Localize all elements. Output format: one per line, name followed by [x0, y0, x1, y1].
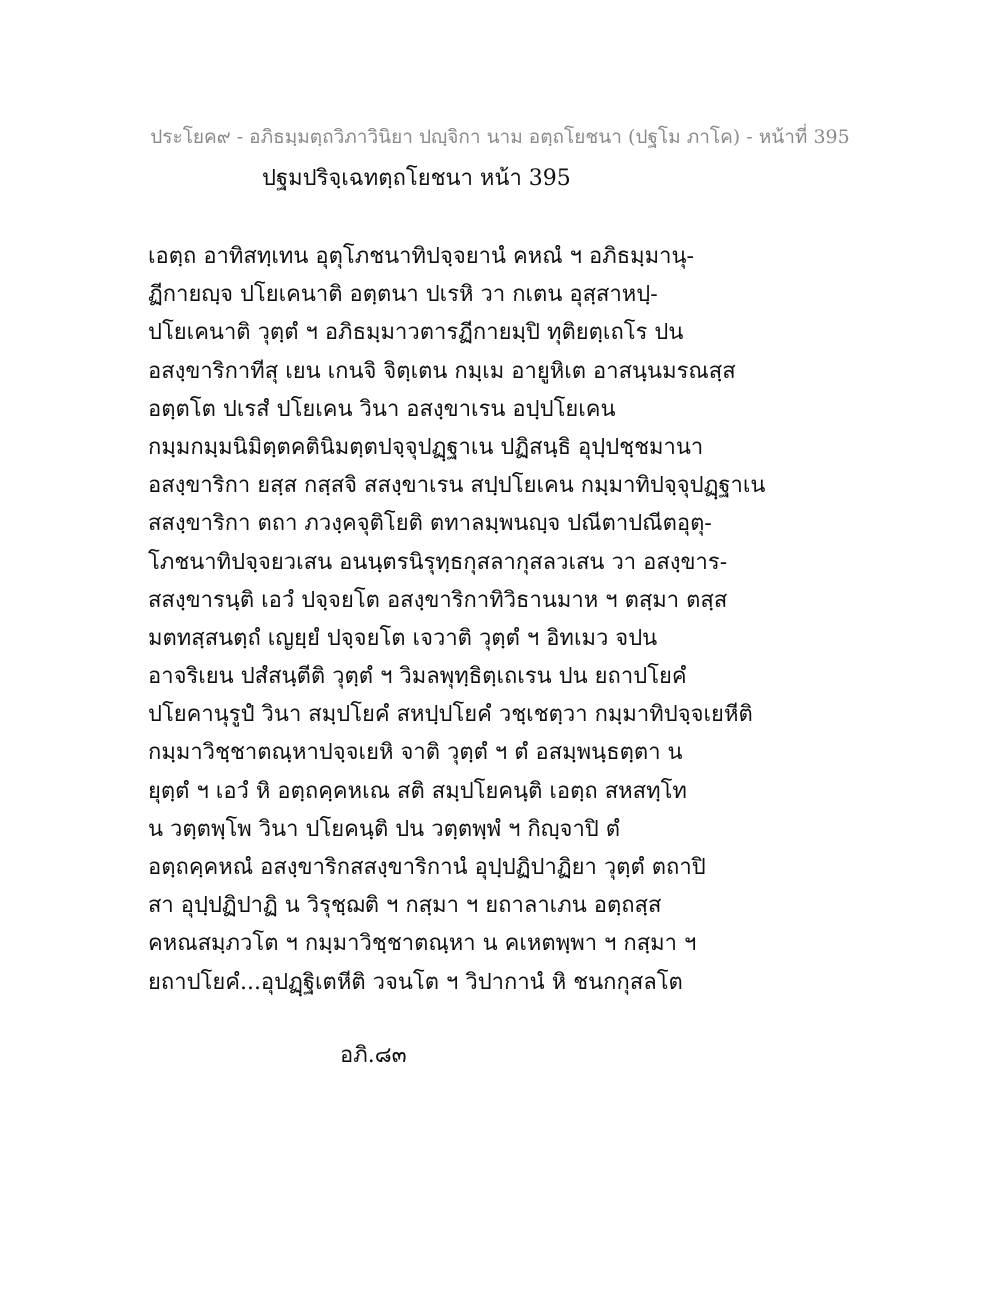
text-line: ยถาปโยคํ...อุปฏฺฐิเตหีติ วจนโต ฯ วิปากานํ หิ ชนกกุสลโต	[148, 969, 683, 995]
text-line: ยุตฺตํ ฯ เอวํ หิ อตฺถคฺคหเณ สติ สมฺปโยคนฺติ เอตฺถ สหสทฺโท	[148, 778, 687, 804]
page-marker: อภิ.๘๓	[340, 1043, 407, 1068]
text-line: โภชนาทิปจฺจยวเสน อนนฺตรนิรุทฺธกุสลากุสลวเสน วา อสงฺขาร-	[148, 549, 728, 575]
text-line: สสงฺขารนฺติ เอวํ ปจฺจยโต อสงฺขาริกาทิวิธานมาห ฯ ตสฺมา ตสฺส	[148, 587, 728, 613]
text-line: กมฺมาวิชฺชาตณฺหาปจฺจเยหิ จาติ วุตฺตํ ฯ ตํ อสมฺพนฺธตฺตา น	[148, 740, 683, 766]
section-title: ปฐมปริจฺเฉทตฺถโยชนา หน้า 395	[262, 166, 571, 191]
text-line: อตฺถคฺคหณํ อสงฺขาริกสสงฺขาริกานํ อุปฺปฏิปาฏิยา วุตฺตํ ตถาปิ	[148, 855, 706, 880]
text-line: มตทสฺสนตฺถํ เญยฺยํ ปจฺจยโต เจวาติ วุตฺตํ ฯ อิทเมว จปน	[148, 625, 658, 651]
text-line: อตฺตโต ปเรสํ ปโยเคน วินา อสงฺขาเรน อปฺปโยเคน	[148, 396, 616, 422]
text-line: ปโยเคนาติ วุตฺตํ ฯ อภิธมฺมาวตารฏีกายมฺปิ ทุติยตฺเถโร ปน	[148, 320, 684, 346]
text-line: อสงฺขาริกาทีสุ เยน เกนจิ จิตฺเตน กมฺเม อายูหิเต อาสนฺนมรณสฺส	[148, 358, 736, 384]
body-text	[148, 238, 868, 1002]
text-line: ฏีกายญฺจ ปโยเคนาติ อตฺตนา ปเรหิ วา กเตน อุสฺสาหปฺ-	[148, 282, 658, 308]
running-header: ประโยค๙ - อภิธมฺมตฺถวิภาวินิยา ปญฺจิกา นาม อตฺถโยชนา (ปฐโม ภาโค) - หน้าที่ 395	[150, 126, 850, 148]
text-line: เอตฺถ อาทิสทฺเทน อุตุโภชนาทิปจฺจยานํ คหณํ ฯ อภิธมฺมานุ-	[148, 244, 694, 269]
text-line: สสงฺขาริกา ตถา ภวงฺคจุติโยติ ตทาลมฺพนญฺจ ปณีตาปณีตอุตุ-	[148, 511, 712, 537]
text-line: ปโยคานุรูปํ วินา สมฺปโยคํ สหปฺปโยคํ วชฺเชตฺวา กมฺมาทิปจฺจเยหีติ	[148, 702, 753, 728]
text-line: น วตฺตพฺโพ วินา ปโยคนฺติ ปน วตฺตพฺพํ ฯ กิญฺจาปิ ตํ	[148, 816, 621, 842]
text-line: คหณสมฺภวโต ฯ กมฺมาวิชฺชาตณฺหา น คเหตพฺพา ฯ กสฺมา ฯ	[148, 931, 697, 957]
text-line: กมฺมกมฺมนิมิตฺตคตินิมตฺตปจฺจุปฏฺฐาเน ปฏิสนฺธิ อุปฺปชฺชมานา	[148, 434, 704, 460]
text-line: อสงฺขาริกา ยสฺส กสฺสจิ สสงฺขาเรน สปฺปโยเคน กมฺมาทิปจฺจุปฏฺฐาเน	[148, 473, 766, 499]
text-line: อาจริเยน ปสํสนฺตีติ วุตฺตํ ฯ วิมลพุทฺธิตฺเถเรน ปน ยถาปโยคํ	[148, 664, 687, 690]
text-line: สา อุปฺปฏิปาฏิ น วิรุชฺฌติ ฯ กสฺมา ฯ ยถาลาเภน อตฺถสฺส	[148, 893, 662, 919]
